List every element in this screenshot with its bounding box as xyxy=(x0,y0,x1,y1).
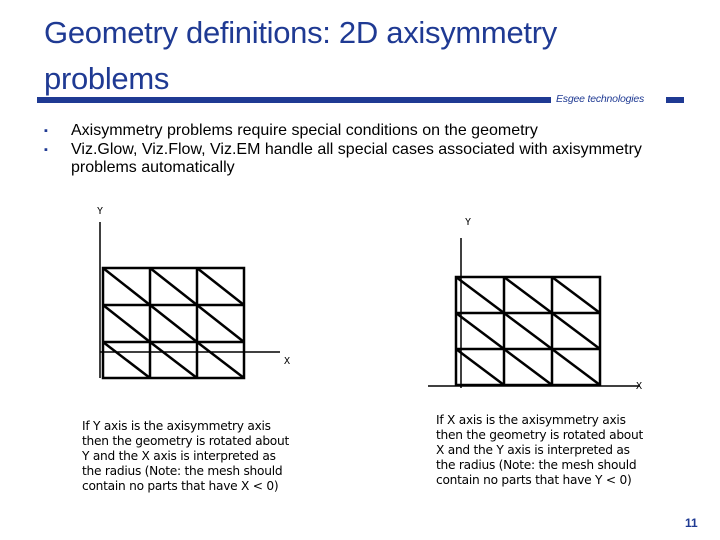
right-y-axis-label: Y xyxy=(465,217,472,228)
left-mesh-grid xyxy=(103,268,244,378)
left-mesh-diagram xyxy=(100,222,280,378)
left-y-axis-label: Y xyxy=(97,206,104,217)
company-logo: Esgee technologies xyxy=(556,93,645,105)
right-x-axis-label: X xyxy=(636,381,643,392)
bullet-text: Viz.Glow, Viz.Flow, Viz.EM handle all special cases associated with axisymmetry problems automatically xyxy=(71,141,642,176)
right-diagram-caption: If X axis is the axisymmetry axis then the geometry is rotated about X and the Y axis is interpreted as the radius (Note: the mesh should contain no parts that have Y < 0) xyxy=(436,413,644,487)
square-bullet-icon: ▪ xyxy=(44,125,48,137)
left-x-axis-label: X xyxy=(284,356,291,367)
right-mesh-grid xyxy=(456,277,600,385)
left-diagram-caption: If Y axis is the axisymmetry axis then the geometry is rotated about Y and the X axis is interpreted as the radius (Note: the mesh should contain no parts that have X < 0) xyxy=(82,419,290,493)
bullet-text: Axisymmetry problems require special conditions on the geometry xyxy=(71,122,538,139)
page-number: 11 xyxy=(685,516,698,530)
right-mesh-diagram xyxy=(428,238,640,388)
slide-title: Geometry definitions: 2D axisymmetry problems xyxy=(44,15,557,96)
square-bullet-icon: ▪ xyxy=(44,144,48,156)
